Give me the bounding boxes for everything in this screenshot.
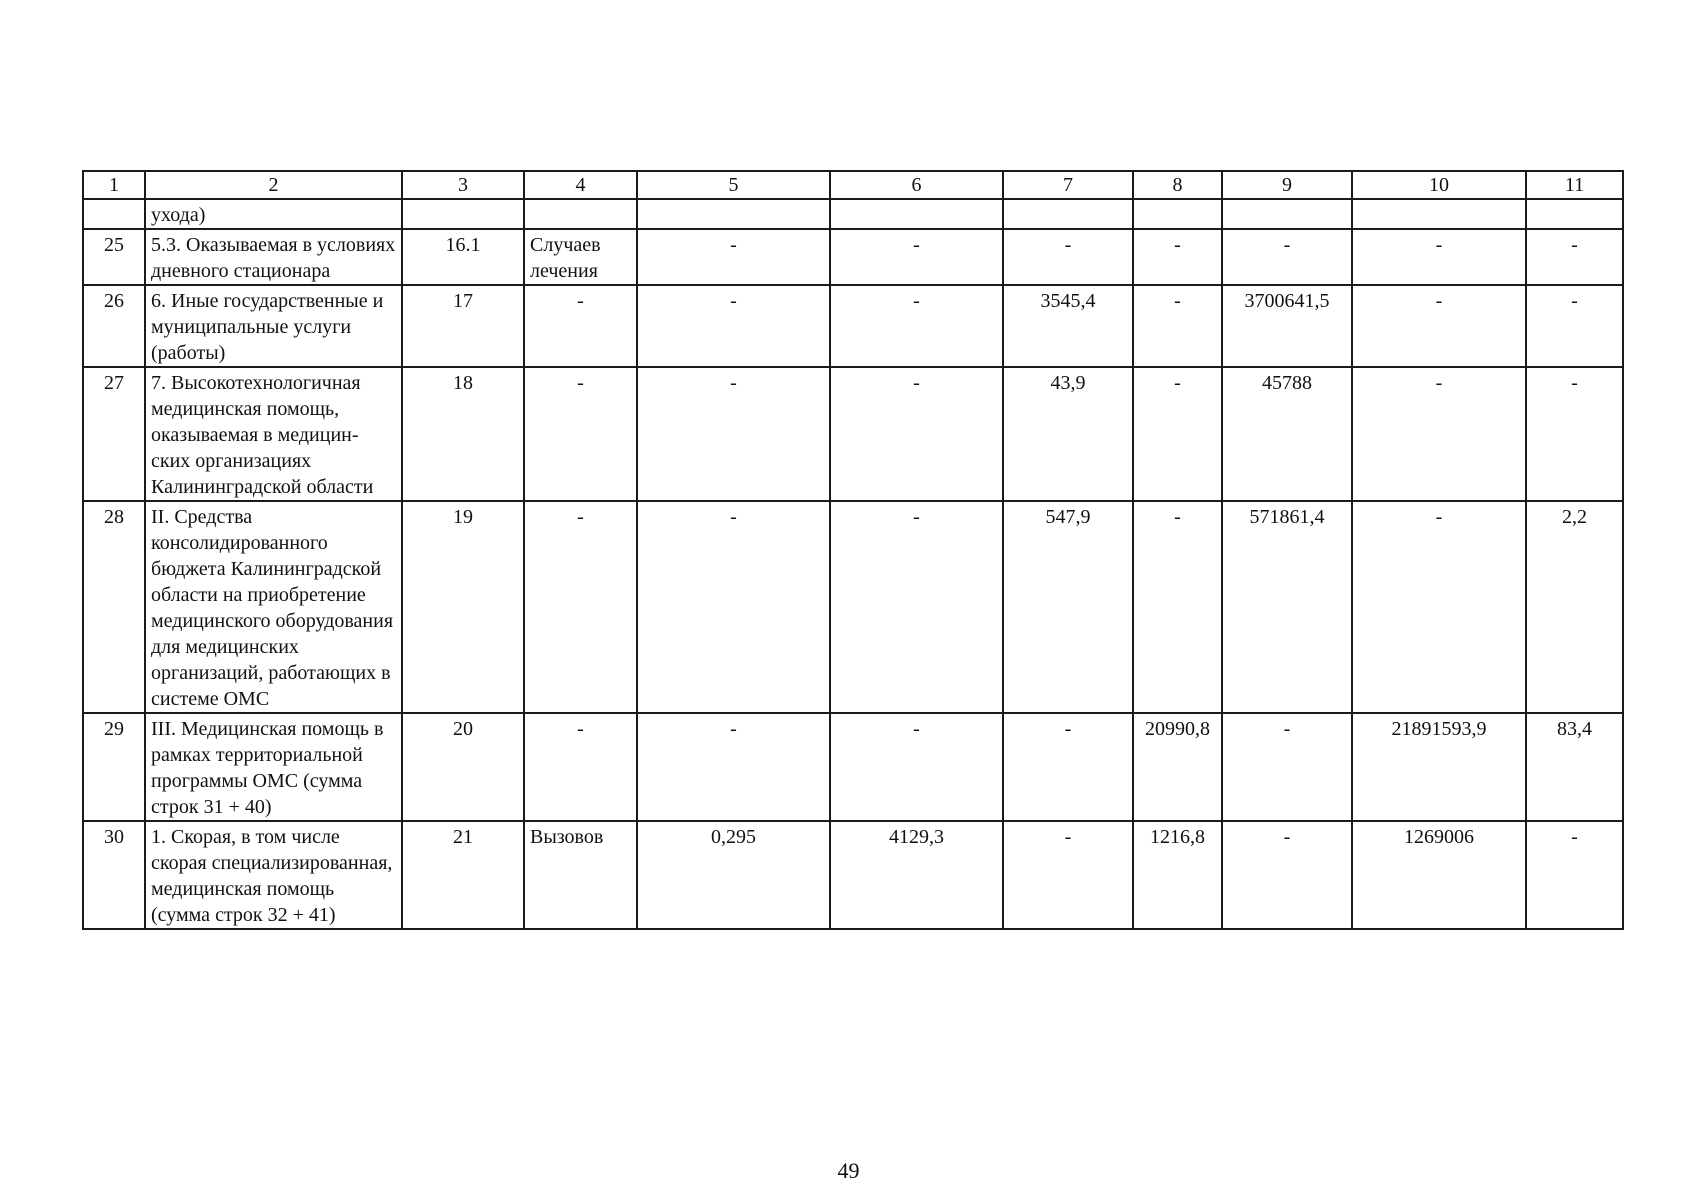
table-cell: Случаев лечения [524, 229, 637, 285]
table-cell: 21 [402, 821, 524, 929]
table-cell: 7. Высокотехнологичная медицинская помощь, оказываемая в медицин-ских организациях Калининградской области [145, 367, 402, 501]
table-cell: - [830, 229, 1003, 285]
table-cell: 20990,8 [1133, 713, 1222, 821]
table-cell: - [1003, 713, 1133, 821]
column-header: 2 [145, 171, 402, 199]
table-cell: - [1352, 285, 1526, 367]
table-cell: - [1526, 229, 1623, 285]
table-cell [83, 199, 145, 229]
table-cell: 20 [402, 713, 524, 821]
table-cell: 1. Скорая, в том числе скорая специализированная, медицинская помощь (сумма строк 32 + 41) [145, 821, 402, 929]
table-cell: - [830, 367, 1003, 501]
table-row [83, 285, 1623, 367]
table-cell: 1269006 [1352, 821, 1526, 929]
table-cell: - [1133, 501, 1222, 713]
table-cell: - [1526, 367, 1623, 501]
budget-table [82, 170, 1624, 930]
table-cell: - [1222, 713, 1352, 821]
table-cell: - [1352, 367, 1526, 501]
table-cell [1222, 199, 1352, 229]
table-row [83, 229, 1623, 285]
table-cell: 83,4 [1526, 713, 1623, 821]
table-row [83, 821, 1623, 929]
table-cell: - [830, 501, 1003, 713]
table-cell: 571861,4 [1222, 501, 1352, 713]
column-header: 11 [1526, 171, 1623, 199]
column-header: 8 [1133, 171, 1222, 199]
table-cell: - [524, 713, 637, 821]
table-cell: 26 [83, 285, 145, 367]
header-row [83, 171, 1623, 199]
table-cell: 25 [83, 229, 145, 285]
table-cell: - [1133, 367, 1222, 501]
table-cell: - [1352, 229, 1526, 285]
page-number: 49 [837, 1158, 860, 1183]
table-cell: - [1003, 821, 1133, 929]
table-cell: 19 [402, 501, 524, 713]
table-cell: 1216,8 [1133, 821, 1222, 929]
table-cell: - [1526, 285, 1623, 367]
table-cell: 21891593,9 [1352, 713, 1526, 821]
table-cell: - [1133, 285, 1222, 367]
table-cell [524, 199, 637, 229]
column-header: 4 [524, 171, 637, 199]
table-cell: - [637, 713, 830, 821]
table-cell: III. Медицинская помощь в рамках территориальной программы ОМС (сумма строк 31 + 40) [145, 713, 402, 821]
table-cell: 43,9 [1003, 367, 1133, 501]
table-cell: 6. Иные государственные и муниципальные услуги (работы) [145, 285, 402, 367]
table-row [83, 501, 1623, 713]
table-cell: - [637, 367, 830, 501]
table-cell: - [637, 229, 830, 285]
table-cell: 0,295 [637, 821, 830, 929]
table-cell: 3545,4 [1003, 285, 1133, 367]
column-header: 1 [83, 171, 145, 199]
table-cell: 27 [83, 367, 145, 501]
table-cell: - [637, 501, 830, 713]
table-cell: - [524, 501, 637, 713]
table-cell [1003, 199, 1133, 229]
table-cell: 45788 [1222, 367, 1352, 501]
table-cell: - [1003, 229, 1133, 285]
table-cell [830, 199, 1003, 229]
table-cell: - [1526, 821, 1623, 929]
table-cell: 29 [83, 713, 145, 821]
column-header: 10 [1352, 171, 1526, 199]
table-cell: 2,2 [1526, 501, 1623, 713]
table-cell: 547,9 [1003, 501, 1133, 713]
table-cell [1133, 199, 1222, 229]
table-cell: Вызовов [524, 821, 637, 929]
table-cell: - [1222, 821, 1352, 929]
table-cell: 3700641,5 [1222, 285, 1352, 367]
table-cell: - [524, 367, 637, 501]
column-header: 7 [1003, 171, 1133, 199]
table-cell: II. Средства консолидированного бюджета Калининградской области на приобретение медицинского оборудования для медицинских организаций, работающих в системе ОМС [145, 501, 402, 713]
table-cell: ухода) [145, 199, 402, 229]
table-cell [1526, 199, 1623, 229]
column-header: 3 [402, 171, 524, 199]
table-cell [1352, 199, 1526, 229]
table-cell: 30 [83, 821, 145, 929]
table-cell: - [1222, 229, 1352, 285]
table-row [83, 713, 1623, 821]
table-cell: - [830, 285, 1003, 367]
table-cell: 16.1 [402, 229, 524, 285]
table-cell: - [1352, 501, 1526, 713]
table-cell: - [830, 713, 1003, 821]
table-row [83, 199, 1623, 229]
column-header: 5 [637, 171, 830, 199]
table-cell: 5.3. Оказываемая в условиях дневного стационара [145, 229, 402, 285]
table-cell: - [637, 285, 830, 367]
column-header: 6 [830, 171, 1003, 199]
column-header: 9 [1222, 171, 1352, 199]
table-cell: 4129,3 [830, 821, 1003, 929]
table-row [83, 367, 1623, 501]
table-cell: - [524, 285, 637, 367]
table-cell: 17 [402, 285, 524, 367]
table-cell: - [1133, 229, 1222, 285]
table-cell [402, 199, 524, 229]
table-cell: 18 [402, 367, 524, 501]
table-cell: 28 [83, 501, 145, 713]
table-cell [637, 199, 830, 229]
